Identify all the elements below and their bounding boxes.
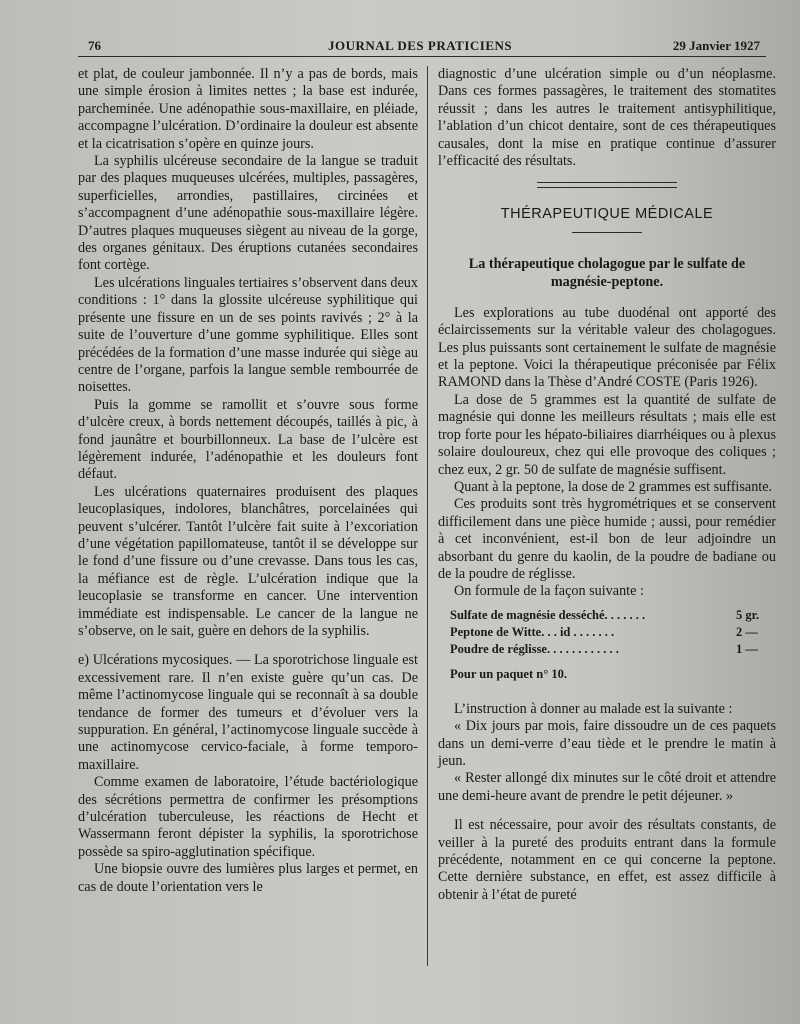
paragraph: Les explorations au tube duodénal ont apporté des éclaircissements sur la véritable valeur des cholagogues. Les plus puissants sont certainement le sulfate de magnésie et la peptone. Voici la thérapeutique préconisée par Félix RAMOND dans la Thèse d’André COSTE (Paris 1926). xyxy=(438,304,776,391)
paragraph: La syphilis ulcéreuse secondaire de la langue se traduit par des plaques muqueuses ulcérées, multiples, passagères, superficielles, arrondies, pastillaires, circinées et s’accompagnent d’une adénopathie sous-maxillaire légère. D’autres plaques muqueuses siègent au niveau de la gorge, des organes génitaux. Des éruptions cutanées secondaires font cortège. xyxy=(78,153,418,274)
formula-footer: Pour un paquet n° 10. xyxy=(450,666,567,681)
formula-row xyxy=(450,607,776,624)
formula-row xyxy=(450,641,776,658)
heading-rule xyxy=(572,232,642,233)
paragraph: « Rester allongé dix minutes sur le côté droit et attendre une demi-heure avant de prendre le petit déjeuner. » xyxy=(438,770,776,804)
paragraph: diagnostic d’une ulcération simple ou d’un néoplasme. Dans ces formes passagères, le traitement des stomatites réussit ; dans les autres le traitement antisyphilitique, l’ablation d’un chicot dentaire, sont de ces thérapeutiques causales, dont la mise en pratique continue d’assurer l’efficacité des résultats. xyxy=(438,66,776,170)
journal-title: JOURNAL DES PRATICIENS xyxy=(328,38,513,53)
paragraph: Ces produits sont très hygrométriques et se conservent difficilement dans une pièce humide ; aussi, pour remédier à cet inconvénient, est-il bon de leur adjoindre un absorbant du genre du kaolin, de la poudre de badiane ou de la poudre de réglisse. xyxy=(438,496,776,582)
paragraph: Quant à la peptone, la dose de 2 grammes est suffisante. xyxy=(454,478,773,495)
column-divider xyxy=(427,66,428,966)
paragraph: Les ulcérations linguales tertiaires s’observent dans deux conditions : 1° dans la glossite ulcéreuse syphilitique qui présente une fissure en un de ses points ravivés ; 2° à la suite de l’ouverture d’une gomme syphilitique. Elles sont précédées de la formation d’une masse indurée qui siège au centre de l’organe, parfois la langue semble rembourrée de noisettes. xyxy=(78,274,418,396)
paragraph: La dose de 5 grammes est la quantité de sulfate de magnésie qui donne les meilleurs résultats ; mais elle est trop forte pour les hépato-biliaires diarrhéiques ou à plexus solaire douloureux, chez qui elle provoque des coliques ; chez eux, 2 gr. 50 de sulfate de magnésie suffisent. xyxy=(438,391,776,478)
paragraph: On formule de la façon suivante : xyxy=(454,583,644,600)
article-title: La thérapeutique cholagogue par le sulfate de magnésie-peptone. xyxy=(468,255,746,290)
paragraph: Comme examen de laboratoire, l’étude bactériologique des sécrétions permettra de confirmer les présomptions d’ulcération tuberculeuse, les réactions de Hecht et Wassermann feront dépister la syphilis, la sporotrichose possède sa spiro-agglutination spécifique. xyxy=(78,774,418,860)
paragraph: L’instruction à donner au malade est la suivante : xyxy=(454,700,733,717)
paragraph: Les ulcérations quaternaires produisent des plaques leucoplasiques, indolores, blanchâtres, porcelainées qui peuvent s’ulcérer. Tantôt l’ulcère fait suite à l’excoriation d’une végétation papillomateuse, tantôt il se développe sur le fond d’une fissure ou d’une crevasse. Dans tous les cas, la méfiance est de règle. L’ulcération indique que la leucoplasie se transforme en cancer. Une intervention immédiate est indispensable. Le cancer de la langue ne s’observe, on le sait, guère en dehors de la syphilis. xyxy=(78,483,418,639)
section-divider xyxy=(537,182,677,188)
formula-qty: 5 gr. xyxy=(736,607,760,622)
paragraph: « Dix jours par mois, faire dissoudre un de ces paquets dans un demi-verre d’eau tiède et le prendre le matin à jeun. xyxy=(438,718,776,769)
prescription-formula xyxy=(450,607,776,683)
paragraph: Une biopsie ouvre des lumières plus larges et permet, en cas de doute l’orientation vers le xyxy=(78,861,418,895)
formula-item: Peptone de Witte. . . id . . . . . . . xyxy=(450,624,615,639)
page-header xyxy=(78,36,766,56)
section-heading: THÉRAPEUTIQUE MÉDICALE xyxy=(500,206,714,223)
formula-item: Poudre de réglisse. . . . . . . . . . . . xyxy=(450,641,619,656)
paragraph: et plat, de couleur jambonnée. Il n’y a pas de bords, mais une simple érosion à limites nettes ; la base est indurée, parcheminée. Une adénopathie sous-maxillaire, en pléiade, accompagne l’ulcération. D’ordinaire la douleur est absente et la cicatrisation s’opère en quinze jours. xyxy=(78,66,418,152)
formula-row xyxy=(450,624,776,641)
header-rule xyxy=(78,56,766,57)
formula-qty: 1 — xyxy=(736,641,758,656)
formula-item: Sulfate de magnésie desséché. . . . . . . xyxy=(450,607,646,622)
right-column xyxy=(438,66,776,904)
paragraph: Puis la gomme se ramollit et s’ouvre sous forme d’ulcère creux, à bords nettement découpés, taillés à pic, à fond jaunâtre et bourbillonneux. La base de l’ulcère est légèrement indurée, l’adénopathie et les douleurs font défaut. xyxy=(78,396,418,483)
issue-date: 29 Janvier 1927 xyxy=(672,38,760,53)
paragraph: e) Ulcérations mycosiques. — La sporotrichose linguale est excessivement rare. Il n’en existe guère qu’un cas. De même l’actinomycose linguale qui se reconnaît à sa double tendance de former des tumeurs et d’évoluer vers la suppuration. En général, l’actinomycose linguale succède à une actinomycose cervico-faciale, à forme temporo-maxillaire. xyxy=(78,652,418,773)
left-column xyxy=(78,66,418,896)
page-number: 76 xyxy=(88,38,101,53)
formula-qty: 2 — xyxy=(736,624,758,639)
paragraph: Il est nécessaire, pour avoir des résultats constants, de veiller à la pureté des produits entrant dans la formule précédente, notamment en ce qui concerne la peptone. Cette dernière substance, en effet, est assez difficile à obtenir à l’état de pureté xyxy=(438,817,776,903)
